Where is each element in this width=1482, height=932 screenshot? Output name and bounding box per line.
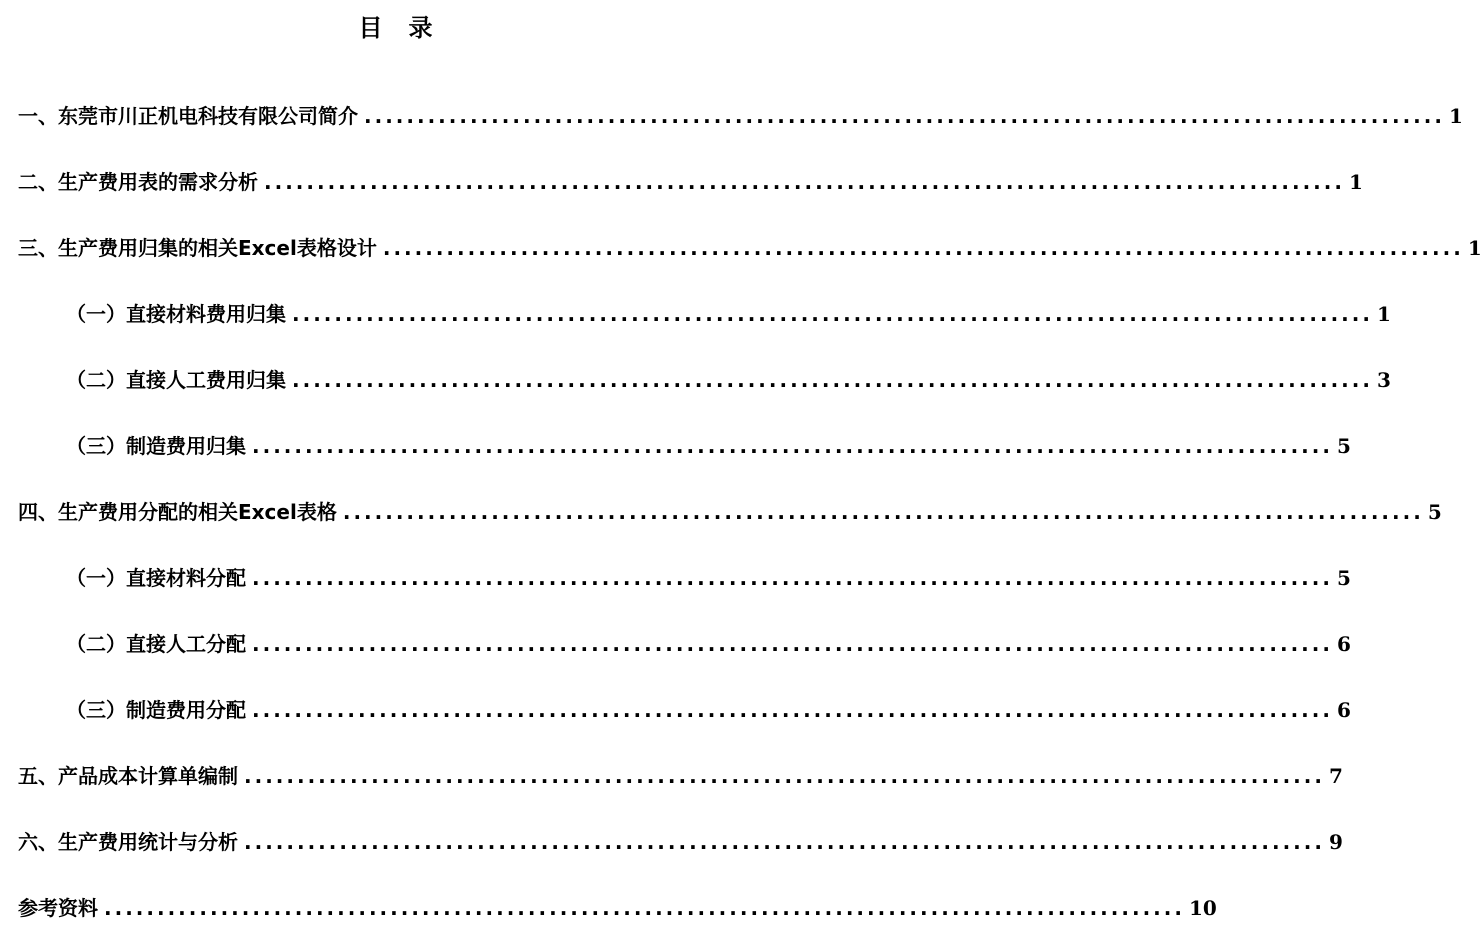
toc-title — [0, 10, 791, 46]
toc-entry-label: 四、生产费用分配的相关Excel表格 — [18, 500, 337, 524]
toc-entry[interactable] — [66, 563, 1351, 593]
toc-page-number: 9 — [1328, 830, 1343, 854]
toc-dot-leader: ...................................................................................................... — [104, 896, 1185, 920]
toc-entry[interactable] — [18, 497, 1442, 527]
toc-entry-label: （一）直接材料分配 — [66, 566, 246, 590]
toc-dot-leader: ...................................................................................................... — [292, 368, 1373, 392]
toc-entry-label: （一）直接材料费用归集 — [66, 302, 286, 326]
toc-entry[interactable] — [18, 101, 1463, 131]
toc-dot-leader: ...................................................................................................... — [342, 500, 1424, 524]
toc-page-number: 5 — [1427, 500, 1442, 524]
toc-entry-label: 五、产品成本计算单编制 — [18, 764, 238, 788]
toc-dot-leader: ...................................................................................................... — [264, 170, 1345, 194]
toc-page-number: 6 — [1336, 632, 1351, 656]
toc-entry-label: 三、生产费用归集的相关Excel表格设计 — [18, 236, 377, 260]
toc-entry-label: 六、生产费用统计与分析 — [18, 830, 238, 854]
toc-entry[interactable] — [18, 167, 1363, 197]
toc-page-number: 1 — [1467, 236, 1482, 260]
toc-title-char-2: 录 — [408, 14, 433, 42]
toc-entry[interactable] — [66, 431, 1351, 461]
toc-entry[interactable] — [66, 299, 1391, 329]
toc-entry[interactable] — [18, 761, 1343, 791]
toc-page-number: 5 — [1336, 434, 1351, 458]
toc-entry-label: 参考资料 — [18, 896, 98, 920]
toc-entry[interactable] — [66, 695, 1351, 725]
toc-entry[interactable] — [66, 629, 1351, 659]
toc-page-number: 1 — [1376, 302, 1391, 326]
toc-dot-leader: ...................................................................................................... — [252, 632, 1333, 656]
toc-dot-leader: ...................................................................................................... — [244, 830, 1325, 854]
toc-entry-label: （二）直接人工费用归集 — [66, 368, 286, 392]
toc-entry[interactable] — [66, 365, 1391, 395]
toc-page-number: 1 — [1348, 170, 1363, 194]
toc-dot-leader: ...................................................................................................... — [382, 236, 1464, 260]
toc-dot-leader: ...................................................................................................... — [252, 566, 1333, 590]
toc-dot-leader: ...................................................................................................... — [244, 764, 1325, 788]
toc-page-number: 10 — [1188, 896, 1217, 920]
toc-entry-label: 一、东莞市川正机电科技有限公司简介 — [18, 104, 358, 128]
toc-title-char-1: 目 — [358, 14, 383, 42]
toc-entry[interactable] — [18, 233, 1482, 263]
toc-entry-label: （三）制造费用分配 — [66, 698, 246, 722]
toc-page-number: 7 — [1328, 764, 1343, 788]
toc-dot-leader: ...................................................................................................... — [252, 434, 1333, 458]
toc-page-number: 5 — [1336, 566, 1351, 590]
toc-page-number: 1 — [1448, 104, 1463, 128]
toc-page-number: 6 — [1336, 698, 1351, 722]
toc-dot-leader: ...................................................................................................... — [252, 698, 1333, 722]
toc-entry-label: （三）制造费用归集 — [66, 434, 246, 458]
toc-entry[interactable] — [18, 827, 1343, 857]
toc-dot-leader: ...................................................................................................... — [292, 302, 1373, 326]
toc-entry-label: （二）直接人工分配 — [66, 632, 246, 656]
toc-entry[interactable] — [18, 893, 1217, 923]
toc-page-number: 3 — [1376, 368, 1391, 392]
toc-dot-leader: ...................................................................................................... — [364, 104, 1445, 128]
toc-entry-label: 二、生产费用表的需求分析 — [18, 170, 258, 194]
